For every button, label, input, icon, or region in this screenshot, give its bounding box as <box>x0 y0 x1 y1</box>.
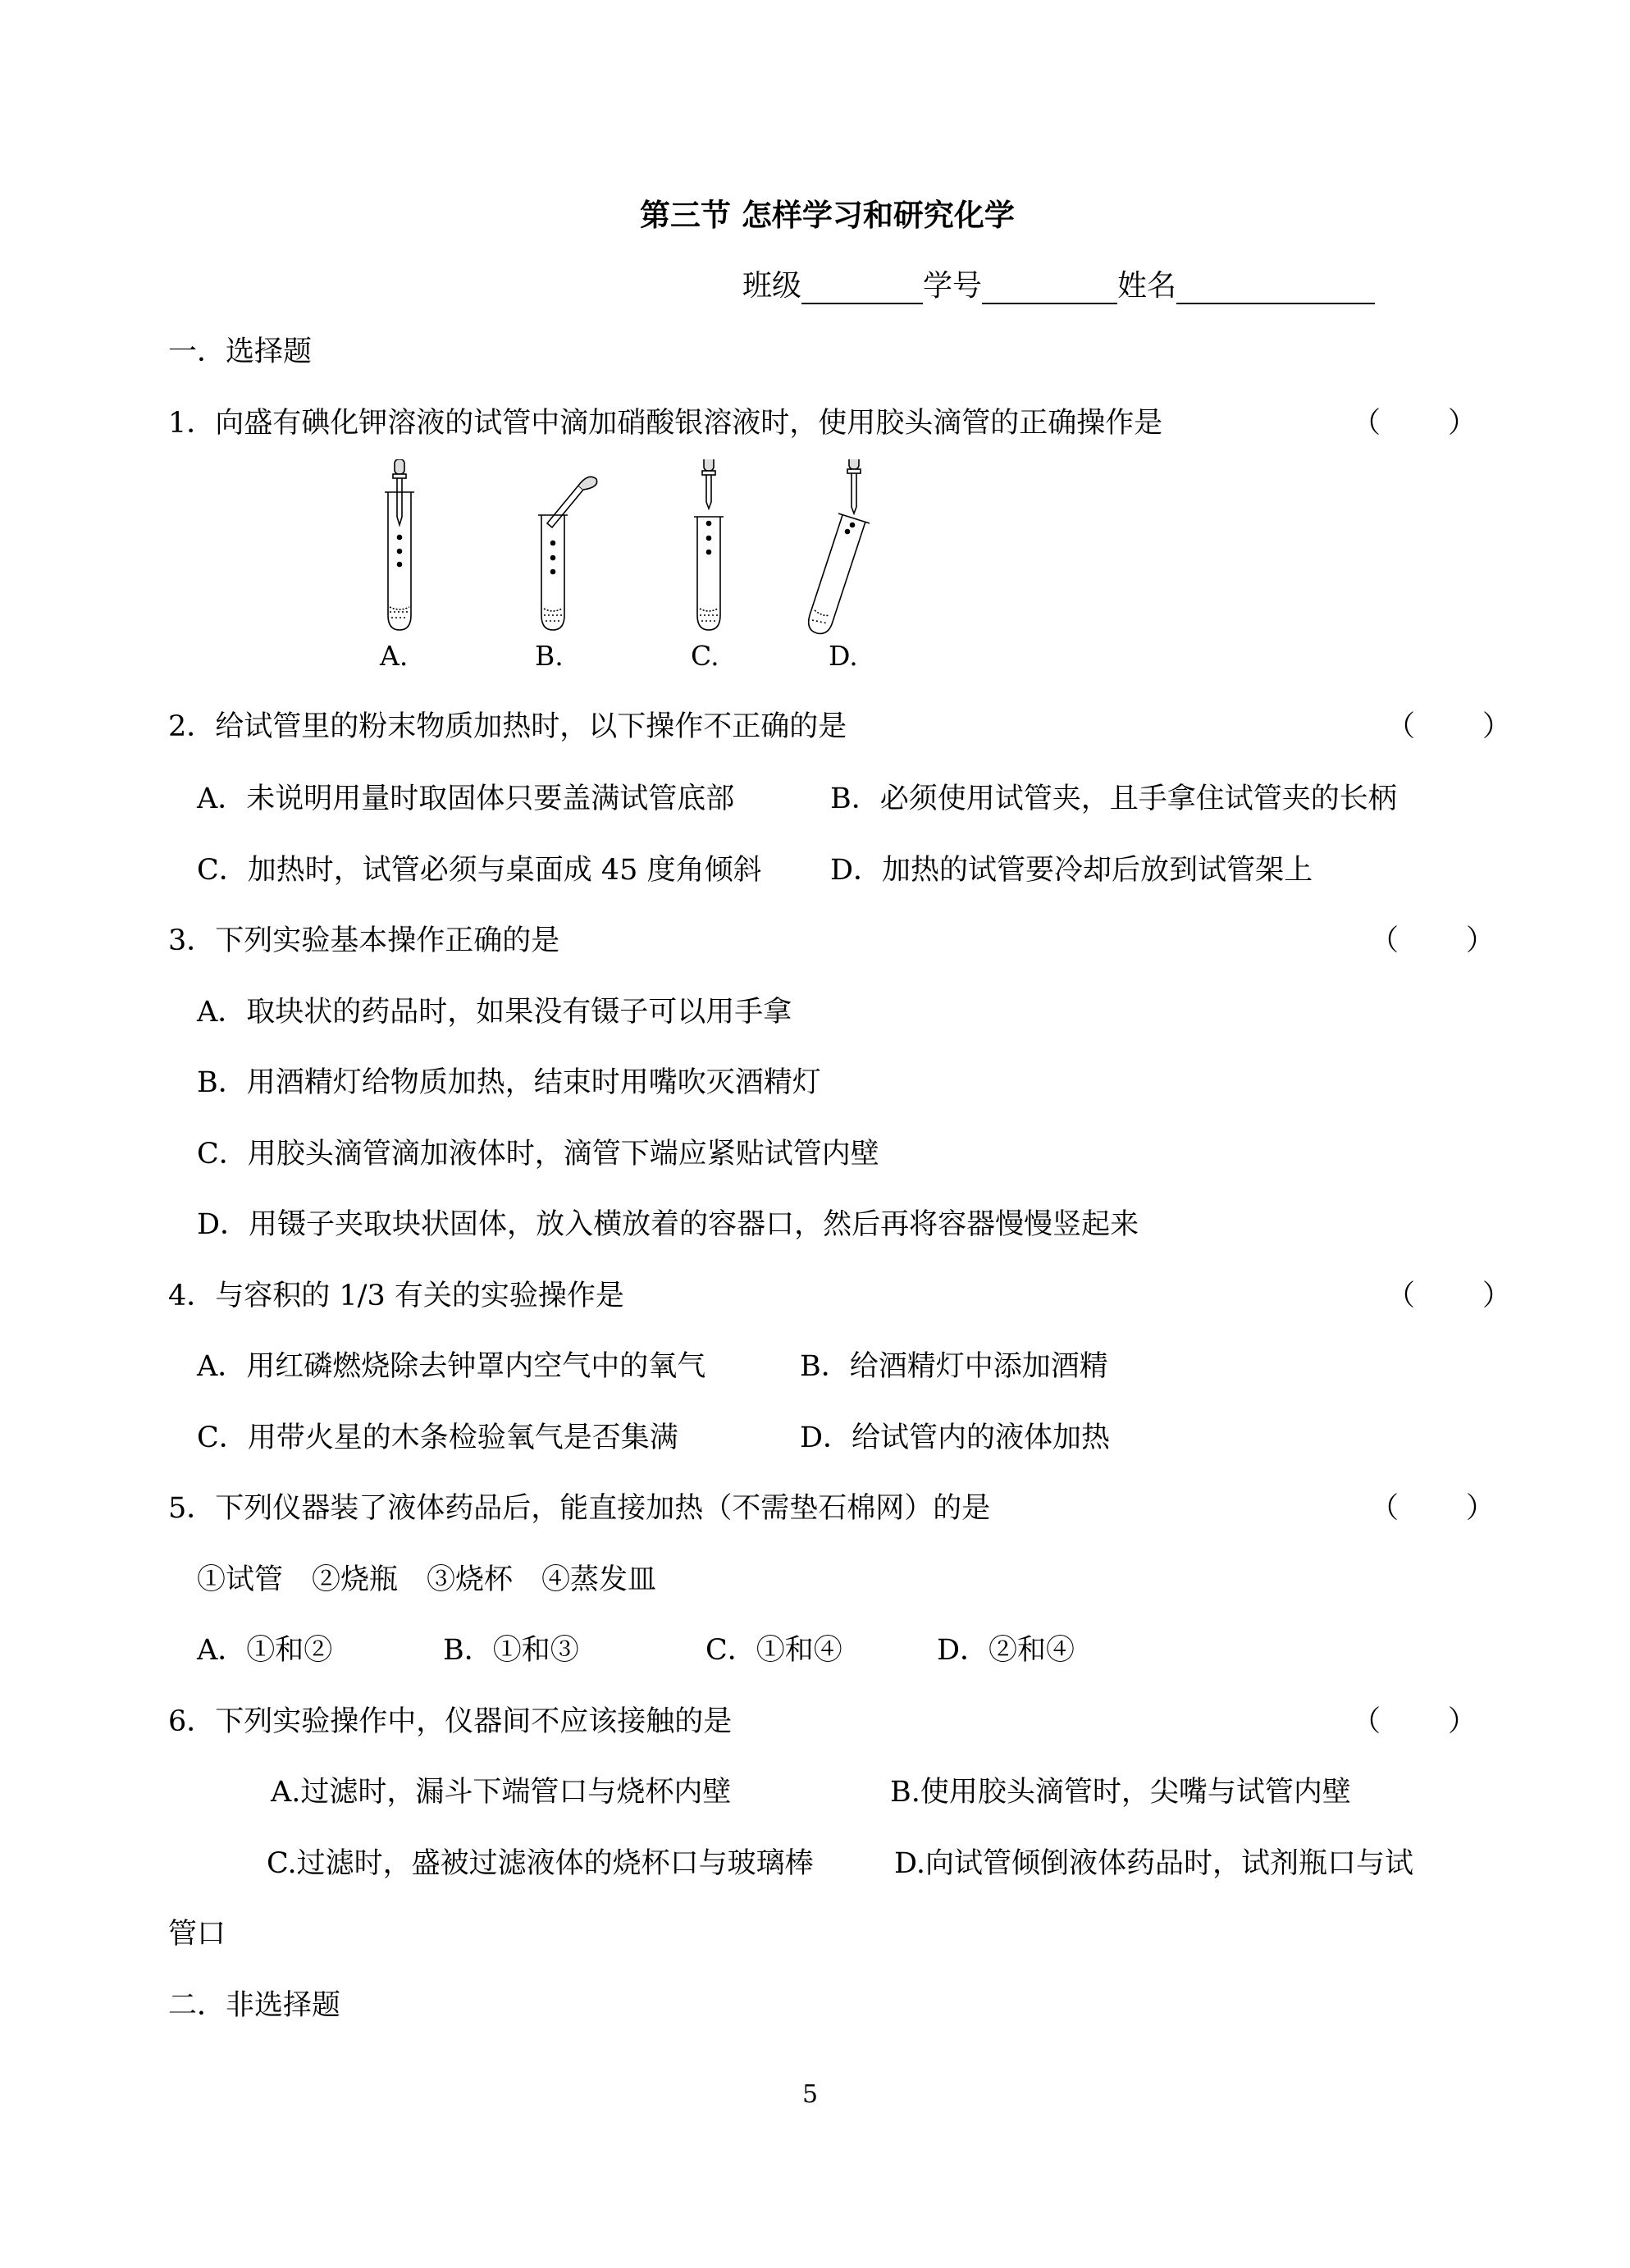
question-5-items: ①试管 ②烧瓶 ③烧杯 ④蒸发皿 <box>197 1563 657 1596</box>
section-heading-choice: 一．选择题 <box>168 335 313 368</box>
page-title: 第三节 怎样学习和研究化学 <box>640 197 1015 233</box>
number-blank[interactable] <box>982 275 1117 304</box>
name-blank[interactable] <box>1176 275 1375 304</box>
question-4-stem: 4．与容积的 1/3 有关的实验操作是 <box>168 1280 624 1312</box>
figure-a-test-tube <box>385 459 414 630</box>
question-5-option-a: A．①和② <box>197 1634 333 1667</box>
answer-paren-q3[interactable]: （ ） <box>1370 924 1495 957</box>
question-2-option-b: B．必须使用试管夹，且手拿住试管夹的长柄 <box>830 783 1397 815</box>
question-6-option-d: D.向试管倾倒液体药品时，试剂瓶口与试 <box>894 1847 1413 1880</box>
question-6-stem: 6．下列实验操作中，仪器间不应该接触的是 <box>168 1705 733 1738</box>
question-3-option-d: D．用镊子夹取块状固体，放入横放着的容器口，然后再将容器慢慢竖起来 <box>197 1208 1139 1241</box>
question-3-stem: 3．下列实验基本操作正确的是 <box>168 924 560 957</box>
figure-b-test-tube <box>538 477 597 630</box>
answer-paren-q5[interactable]: （ ） <box>1370 1492 1495 1525</box>
question-6-option-c: C.过滤时，盛被过滤液体的烧杯口与玻璃棒 <box>267 1847 814 1880</box>
number-label: 学号 <box>923 269 983 303</box>
dropper-diagram <box>373 459 947 673</box>
question-2-option-c: C．加热时，试管必须与桌面成 45 度角倾斜 <box>197 854 762 887</box>
question-4-option-d: D．给试管内的液体加热 <box>800 1421 1111 1454</box>
name-label: 姓名 <box>1117 269 1177 303</box>
class-label: 班级 <box>742 269 802 303</box>
question-5-option-d: D．②和④ <box>937 1634 1075 1667</box>
figure-d-test-tube <box>809 459 870 633</box>
figure-label-c: C. <box>691 640 719 672</box>
question-2-stem: 2．给试管里的粉末物质加热时，以下操作不正确的是 <box>168 710 847 743</box>
question-4-option-a: A．用红磷燃烧除去钟罩内空气中的氧气 <box>197 1350 706 1383</box>
answer-paren-q6[interactable]: （ ） <box>1352 1705 1477 1738</box>
question-2-option-a: A．未说明用量时取固体只要盖满试管底部 <box>197 783 735 815</box>
question-2-option-d: D．加热的试管要冷却后放到试管架上 <box>830 854 1313 887</box>
question-3-option-a: A．取块状的药品时，如果没有镊子可以用手拿 <box>197 996 792 1029</box>
section-heading-non-choice: 二．非选择题 <box>168 1989 341 2022</box>
question-6-option-a: A.过滤时，漏斗下端管口与烧杯内壁 <box>271 1776 732 1809</box>
figure-label-d: D. <box>829 640 858 672</box>
question-3-option-c: C．用胶头滴管滴加液体时，滴管下端应紧贴试管内壁 <box>197 1138 879 1171</box>
answer-paren-q2[interactable]: （ ） <box>1386 710 1512 743</box>
student-info <box>742 262 1375 304</box>
answer-paren-q1[interactable]: （ ） <box>1352 407 1477 440</box>
page-number: 5 <box>802 2080 819 2109</box>
class-blank[interactable] <box>801 275 923 304</box>
figure-label-b: B. <box>535 640 564 672</box>
question-6-option-b: B.使用胶头滴管时，尖嘴与试管内壁 <box>890 1776 1351 1809</box>
question-6-option-d-continuation: 管口 <box>168 1918 226 1951</box>
question-1-stem: 1．向盛有碘化钾溶液的试管中滴加硝酸银溶液时，使用胶头滴管的正确操作是 <box>168 407 1163 440</box>
question-4-option-b: B．给酒精灯中添加酒精 <box>800 1350 1108 1383</box>
question-5-option-c: C．①和④ <box>705 1634 842 1667</box>
figure-c-test-tube <box>694 459 724 630</box>
question-5-stem: 5．下列仪器装了液体药品后，能直接加热（不需垫石棉网）的是 <box>168 1492 991 1525</box>
figure-label-a: A. <box>380 640 409 672</box>
question-5-option-b: B．①和③ <box>443 1634 579 1667</box>
answer-paren-q4[interactable]: （ ） <box>1386 1280 1512 1312</box>
question-3-option-b: B．用酒精灯给物质加热，结束时用嘴吹灭酒精灯 <box>197 1066 821 1099</box>
question-4-option-c: C．用带火星的木条检验氧气是否集满 <box>197 1421 678 1454</box>
